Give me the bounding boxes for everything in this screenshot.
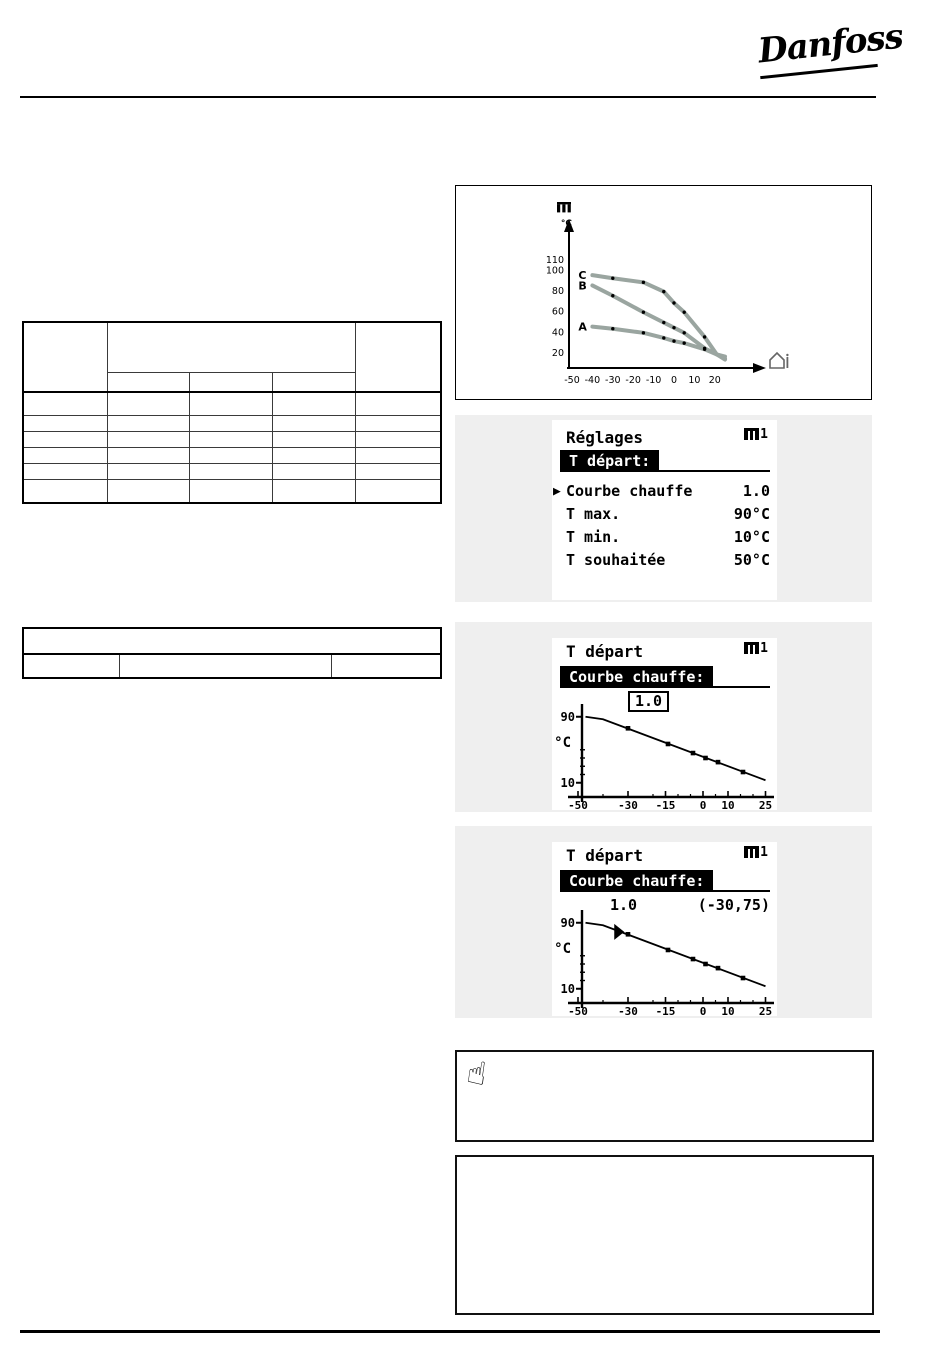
svg-text:-15: -15 [655,1005,676,1016]
pointing-hand-icon: ☝ [464,1052,490,1094]
screen-title: T départ [566,642,644,661]
menu-item-label: T max. [566,505,621,523]
svg-text:0: 0 [699,799,707,810]
svg-text:25: 25 [758,799,773,810]
heating-curves-chart [456,186,871,399]
menu-bar: Courbe chauffe: [560,870,713,892]
screen-title: T départ [566,846,644,865]
danfoss-logo [756,16,905,90]
menu-item-label: Courbe chauffe [566,482,693,500]
lcd-curve-edit-screen [552,638,777,810]
menu-item-value: 1.0 [742,482,770,500]
small-table-grid [22,627,442,679]
table-header-merged-cell [107,322,355,372]
svg-text:100: 100 [545,265,564,277]
svg-text:60: 60 [551,306,564,318]
menu-item-value: 50°C [733,551,770,569]
note-box [455,1050,874,1142]
lcd-heat-curve-graph [552,698,777,810]
svg-text:90: 90 [560,915,575,930]
lcd-curve-point-screen [552,842,777,1016]
curve-point-coordinate: (-30,75) [697,896,770,914]
heating-curves-chart-box [455,185,872,400]
table-row [23,432,441,448]
svg-text:°C: °C [560,219,572,229]
circuit-indicator [744,642,768,655]
empty-frame-box [455,1155,874,1315]
svg-text:25: 25 [758,1005,773,1016]
screen-title: Réglages [566,428,644,447]
curve-edit-screen-panel [455,622,872,812]
svg-text:10: 10 [721,1005,735,1016]
svg-text:°C: °C [554,941,571,957]
svg-text:0: 0 [699,1005,707,1016]
svg-text:A: A [578,320,587,334]
menu-item-label: T souhaitée [566,551,666,569]
circuit-indicator [744,846,768,859]
svg-text:0: 0 [670,375,678,386]
svg-text:-50: -50 [564,375,580,386]
svg-text:C: C [578,269,587,283]
cursor-icon: ▶ [553,484,561,499]
table-header-cell [23,628,441,654]
table-row [23,479,441,503]
menu-item [566,528,770,546]
menu-item-value: 10°C [733,528,770,546]
circuit-number: 1 [760,427,768,442]
svg-text:20: 20 [708,375,721,386]
settings-table-grid [22,321,442,504]
menu-bar: Courbe chauffe: [560,666,713,688]
svg-text:10: 10 [560,981,575,996]
svg-text:-30: -30 [618,1005,638,1016]
svg-text:-30: -30 [618,799,638,810]
svg-text:10: 10 [688,375,701,386]
footer-rule [20,1330,880,1333]
circuit-number: 1 [760,845,768,860]
small-table [22,627,440,677]
svg-text:90: 90 [560,709,575,724]
settings-table [22,321,440,504]
lcd-heat-curve-graph-with-cursor [552,904,777,1016]
svg-text:10: 10 [721,799,735,810]
menu-item [566,505,770,523]
svg-text:110: 110 [545,255,564,267]
table-subheader-cell [189,372,272,392]
table-row [23,463,441,479]
radiator-icon [744,428,759,441]
table-row [23,447,441,463]
svg-text:-40: -40 [584,375,601,386]
lcd-settings-screen [552,420,777,600]
curve-point-screen-panel [455,826,872,1018]
table-row [23,654,441,678]
svg-text:10: 10 [560,775,575,790]
menu-item [566,551,770,569]
menu-item [566,482,770,500]
svg-text:-15: -15 [655,799,676,810]
svg-text:-30: -30 [605,375,621,386]
menu-item-value: 90°C [733,505,770,523]
svg-text:-10: -10 [645,375,662,386]
house-outdoor-temp-icon [770,353,789,368]
svg-text:B: B [578,279,587,293]
curve-slope-value-box: 1.0 [628,691,669,712]
danfoss-logo-text: Danfoss [756,16,905,72]
svg-text:-20: -20 [625,375,641,386]
header-rule [20,96,876,98]
svg-text:20: 20 [551,347,564,359]
menu-bar: T départ: [560,450,659,472]
svg-text:40: 40 [551,327,564,339]
table-row [23,392,441,416]
curve-slope-value: 1.0 [610,896,638,914]
table-header-cell [355,322,441,392]
svg-text:-50: -50 [568,799,588,810]
table-subheader-cell [272,372,355,392]
svg-text:-50: -50 [568,1005,588,1016]
table-header-cell [23,322,107,392]
menu-item-label: T min. [566,528,621,546]
settings-screen-panel [455,415,872,602]
table-subheader-cell [107,372,189,392]
circuit-indicator [744,428,768,441]
svg-text:°C: °C [554,735,571,751]
radiator-icon [744,846,759,859]
table-row [23,416,441,432]
radiator-icon [744,642,759,655]
graph-cursor-icon [614,924,624,940]
radiator-icon [557,202,571,212]
circuit-number: 1 [760,641,768,656]
svg-text:80: 80 [551,286,564,298]
